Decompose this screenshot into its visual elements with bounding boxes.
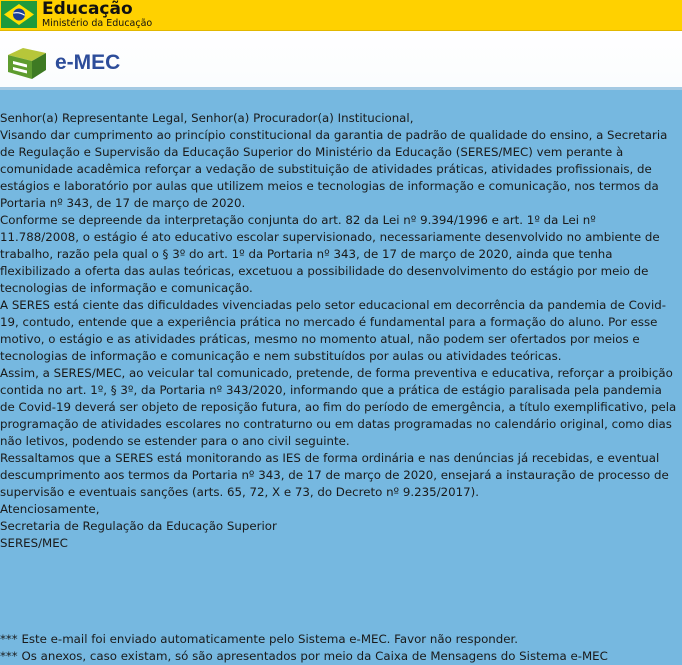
paragraph-3: A SERES está ciente das dificuldades vivenciadas pelo setor educacional em decorrência da pandemia de Covid-19, contudo, entende que a experiência prática no mercado é fundamental para a formação do aluno. Por esse motivo, o estágio e as atividades práticas, mesmo no momento atual, não podem ser ofertados por meios e tecnologias de informação e comunicação e nem substituídos por aulas ou atividades teóricas. (0, 298, 667, 363)
paragraph-2: Conforme se depreende da interpretação conjunta do art. 82 da Lei nº 9.394/1996 e art. 1º da Lei nº 11.788/2008, o estágio é ato educativo escolar supervisionado, necessariamente desenvolvido no ambiente de trabalho, razão pela qual o § 3º do art. 1º da Portaria nº 343, de 17 de março de 2020, ainda que tenha flexibilizado a oferta das aulas teóricas, excetuou a possibilidade do desenvolvimento do estágio por meio de tecnologias de informação e comunicação. (0, 213, 660, 295)
footer-notes (0, 631, 680, 665)
ministry-subtitle[interactable]: Ministério da Educação (42, 18, 153, 29)
signature-line-1: Secretaria de Regulação da Educação Superior (0, 519, 277, 533)
government-bar (0, 0, 682, 31)
footer-note-2: *** Os anexos, caso existam, só são apresentados por meio da Caixa de Mensagens do Sistema e-MEC (0, 649, 608, 663)
brazil-flag-icon (1, 1, 37, 28)
signature-line-2: SERES/MEC (0, 536, 68, 550)
emec-logo-text[interactable]: e-MEC (55, 51, 121, 74)
message-text (0, 110, 678, 552)
paragraph-4: Assim, a SERES/MEC, ao veicular tal comunicado, pretende, de forma preventiva e educativa, reforçar a proibição contida no art. 1º, § 3º, da Portaria nº 343/2020, informando que a prática de estágio paralisada pela pandemia de Covid-19 deverá ser objeto de reposição futura, ao fim do período de emergência, a título exemplificativo, pela programação de atividades escolares no contraturno ou em datas programadas no calendário original, como dias não letivos, podendo se estender para o ano civil seguinte. (0, 366, 677, 448)
footer-note-1: *** Este e-mail foi enviado automaticamente pelo Sistema e-MEC. Favor não responder. (0, 632, 519, 646)
government-title[interactable]: Educação (42, 0, 133, 19)
emec-logo-icon[interactable] (5, 42, 49, 82)
message-body (0, 90, 682, 665)
paragraph-5: Ressaltamos que a SERES está monitorando as IES de forma ordinária e nas denúncias já recebidas, e eventual descumprimento aos termos da Portaria nº 343, de 17 de março de 2020, ensejará a instauração de processo de supervisão e eventuais sanções (arts. 65, 72, X e 73, do Decreto nº 9.235/2017). (0, 451, 669, 499)
greeting: Senhor(a) Representante Legal, Senhor(a) Procurador(a) Institucional, (0, 111, 414, 125)
paragraph-1: Visando dar cumprimento ao princípio constitucional da garantia de padrão de qualidade do ensino, a Secretaria de Regulação e Supervisão da Educação Superior do Ministério da Educação (SERES/MEC) vem perante à comunidade acadêmica reforçar a vedação de substituição de atividades práticas, atividades profissionais, de estágios e laboratório por aulas que utilizem meios e tecnologias de informação e comunicação, nos termos da Portaria nº 343, de 17 de março de 2020. (0, 128, 668, 210)
closing: Atenciosamente, (0, 502, 100, 516)
